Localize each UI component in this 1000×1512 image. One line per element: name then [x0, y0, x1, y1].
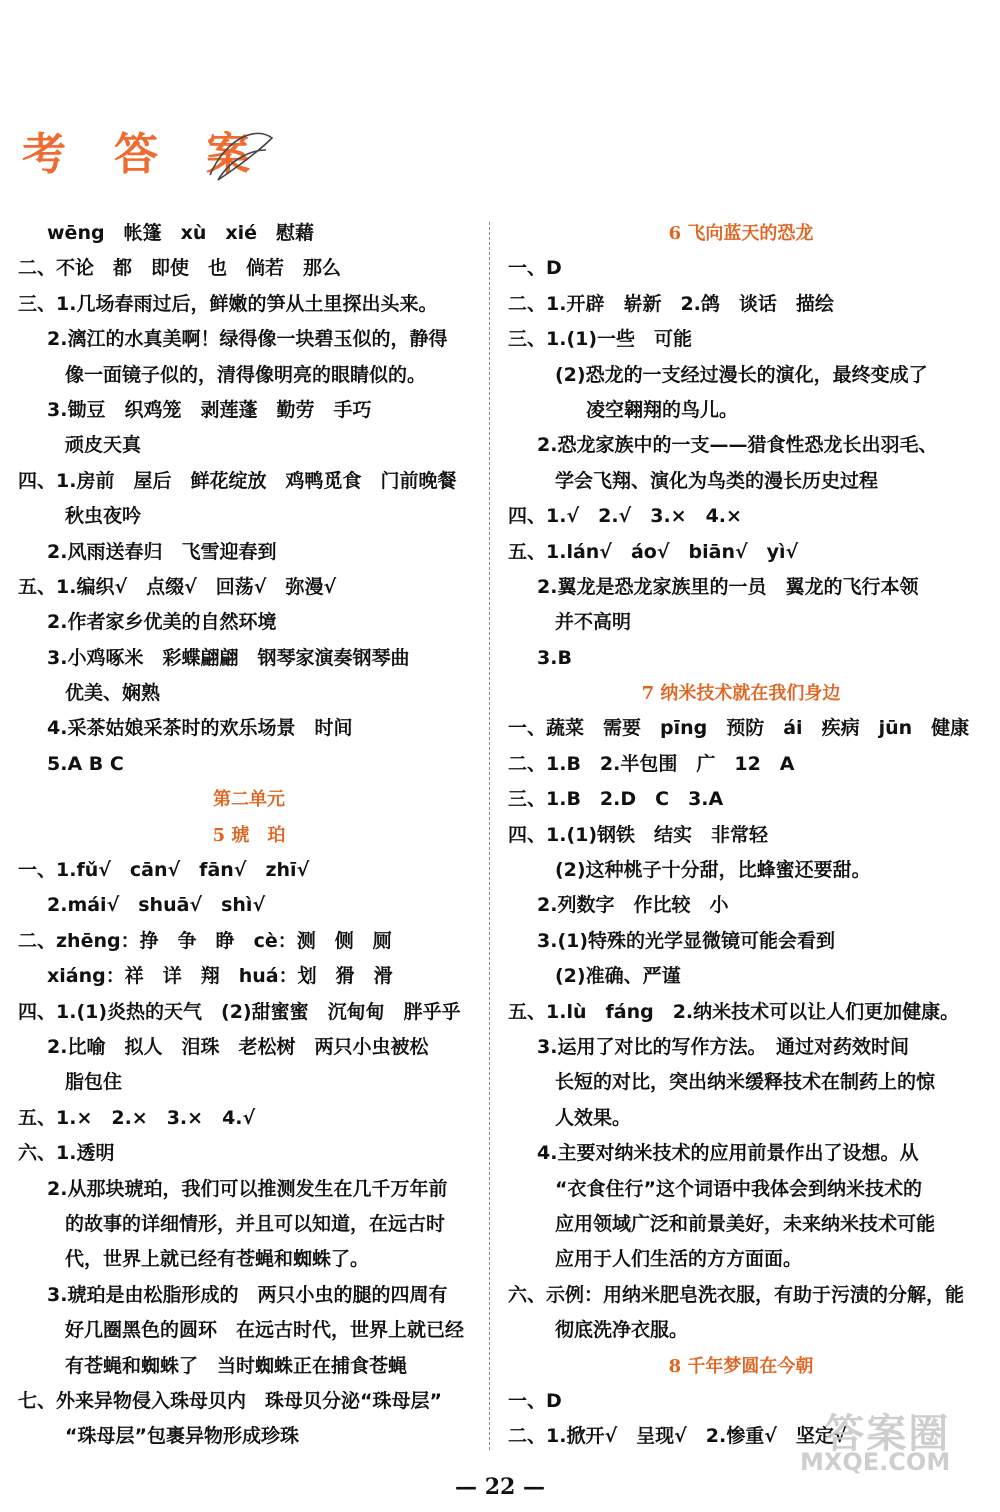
answer-line: 的故事的详细情形，并且可以知道，在远古时: [65, 1212, 446, 1235]
section-heading: 8 千年梦圆在今朝: [668, 1355, 814, 1377]
site-watermark: 答案圈 MXQE.COM: [800, 1411, 951, 1476]
answer-line: 2.作者家乡优美的自然环境: [47, 611, 277, 634]
title-char: 答: [114, 129, 160, 180]
answer-line: 学会飞翔、演化为鸟类的漫长历史过程: [555, 469, 879, 492]
answer-line: 有苍蝇和蜘蛛了 当时蜘蛛正在捕食苍蝇: [65, 1354, 408, 1377]
answer-line: 3.运用了对比的写作方法。 通过对药效时间: [537, 1035, 909, 1058]
answer-line: (2)准确、严谨: [555, 965, 681, 988]
answer-line: 3.锄豆 织鸡笼 剥莲蓬 勤劳 手巧: [47, 398, 372, 421]
answer-line: 应用领域广泛和前景美好，未来纳米技术可能: [555, 1212, 936, 1235]
answer-line: 3.B: [537, 646, 572, 669]
answer-line: 四、1.(1)炎热的天气 (2)甜蜜蜜 沉甸甸 胖乎乎: [18, 1000, 461, 1023]
answer-line: 2.漓江的水真美啊！绿得像一块碧玉似的，静得: [47, 328, 448, 351]
answer-line: 一、1.fǔ√ cān√ fān√ zhī√: [18, 859, 310, 882]
answer-line: 并不高明: [555, 611, 632, 634]
answer-line: 六、1.透明: [18, 1142, 115, 1165]
answer-line: 3.琥珀是由松脂形成的 两只小虫的腿的四周有: [47, 1283, 448, 1306]
answer-line: 2.恐龙家族中的一支——猎食性恐龙长出羽毛、: [537, 434, 938, 457]
answer-line: 四、1.√ 2.√ 3.× 4.×: [508, 505, 742, 528]
title-char: 案: [206, 129, 252, 180]
answer-line: (2)这种桃子十分甜，比蜂蜜还要甜。: [555, 859, 871, 882]
answer-line: 七、外来异物侵入珠母贝内 珠母贝分泌“珠母层”: [18, 1389, 442, 1412]
answer-line: 一、D: [508, 257, 562, 280]
answer-line: 一、D: [508, 1389, 562, 1412]
answer-line: 2.翼龙是恐龙家族里的一员 翼龙的飞行本领: [537, 575, 919, 598]
answer-column-left: [18, 216, 480, 1455]
section-heading: 7 纳米技术就在我们身边: [641, 683, 841, 705]
column-divider: [489, 222, 490, 1450]
answer-line: 二、1.开辟 崭新 2.鸽 谈话 描绘: [508, 292, 834, 315]
answer-line: 2.从那块琥珀，我们可以推测发生在几千万年前: [47, 1177, 448, 1200]
answer-column-right: [508, 216, 974, 1455]
answer-line: 四、1.(1)钢铁 结实 非常轻: [508, 823, 769, 846]
answer-line: 二、1.B 2.半包围 广 12 A: [508, 752, 795, 775]
answer-line: (2)恐龙的一支经过漫长的演化，最终变成了: [555, 363, 928, 386]
answer-line: 优美、娴熟: [65, 682, 161, 705]
answer-line: 六、示例：用纳米肥皂洗衣服，有助于污渍的分解，能: [508, 1283, 965, 1306]
answer-line: 二、zhēng：挣 争 睁 cè：测 侧 厕: [18, 929, 392, 952]
answer-line: 二、1.掀开√ 呈现√ 2.惨重√ 坚定√: [508, 1425, 847, 1448]
answer-line: 四、1.房前 屋后 鲜花绽放 鸡鸭觅食 门前晚餐: [18, 469, 457, 492]
answer-line: 像一面镜子似的，清得像明亮的眼睛似的。: [65, 363, 427, 386]
answer-line: 五、1.lù fáng 2.纳米技术可以让人们更加健康。: [508, 1000, 960, 1023]
section-heading: 第二单元: [213, 789, 285, 811]
page-number: — 22 —: [455, 1474, 545, 1500]
answer-line: 好几圈黑色的圆环 在远古时代，世界上就已经: [65, 1319, 465, 1342]
answer-line: 凌空翱翔的鸟儿。: [586, 398, 739, 421]
answer-line: 秋虫夜吟: [65, 505, 142, 528]
answer-line: 5.A B C: [47, 752, 124, 775]
answer-line: 二、不论 都 即使 也 倘若 那么: [18, 257, 342, 280]
answer-line: 人效果。: [555, 1106, 632, 1129]
answer-line: 五、1.× 2.× 3.× 4.√: [18, 1106, 256, 1129]
answer-line: 4.主要对纳米技术的应用前景作出了设想。从: [537, 1142, 919, 1165]
answer-line: 顽皮天真: [65, 434, 142, 457]
pen-scribble-icon: [200, 120, 280, 190]
answer-line: 应用于人们生活的方方面面。: [555, 1248, 803, 1271]
answer-line: 彻底洗净衣服。: [555, 1319, 689, 1342]
answer-line: 2.列数字 作比较 小: [537, 894, 729, 917]
section-heading: 6 飞向蓝天的恐龙: [668, 223, 814, 244]
answer-line: 4.采茶姑娘采茶时的欢乐场景 时间: [47, 717, 353, 740]
answer-line: 2.比喻 拟人 泪珠 老松树 两只小虫被松: [47, 1035, 429, 1058]
answer-line: 脂包住: [65, 1071, 123, 1094]
answer-line: “珠母层”包裹异物形成珍珠: [65, 1425, 299, 1448]
answer-line: 三、1.(1)一些 可能: [508, 328, 693, 351]
answer-line: wēng 帐篷 xù xié 慰藉: [47, 222, 315, 244]
answer-line: 2.风雨送春归 飞雪迎春到: [47, 540, 277, 563]
answer-line: 3.小鸡啄米 彩蝶翩翩 钢琴家演奏钢琴曲: [47, 646, 410, 669]
answer-line: “衣食住行”这个词语中我体会到纳米技术的: [555, 1177, 922, 1200]
answer-line: 3.(1)特殊的光学显微镜可能会看到: [537, 929, 836, 952]
answer-line: 2.mái√ shuā√ shì√: [47, 894, 266, 917]
section-heading: 5 琥 珀: [212, 824, 286, 846]
title-char: 考: [22, 129, 68, 180]
answer-line: 五、1.编织√ 点缀√ 回荡√ 弥漫√: [18, 575, 337, 598]
answer-line: xiáng：祥 详 翔 huá：划 猾 滑: [47, 965, 393, 988]
answer-line: 长短的对比，突出纳米缓释技术在制药上的惊: [555, 1071, 936, 1094]
answer-line: 代，世界上就已经有苍蝇和蜘蛛了。: [65, 1248, 370, 1271]
answer-line: 一、蔬菜 需要 pīng 预防 ái 疾病 jūn 健康: [508, 717, 970, 740]
answer-line: 三、1.B 2.D C 3.A: [508, 788, 724, 811]
answer-line: 五、1.lán√ áo√ biān√ yì√: [508, 540, 799, 563]
answer-line: 三、1.几场春雨过后，鲜嫩的笋从土里探出头来。: [18, 292, 438, 315]
